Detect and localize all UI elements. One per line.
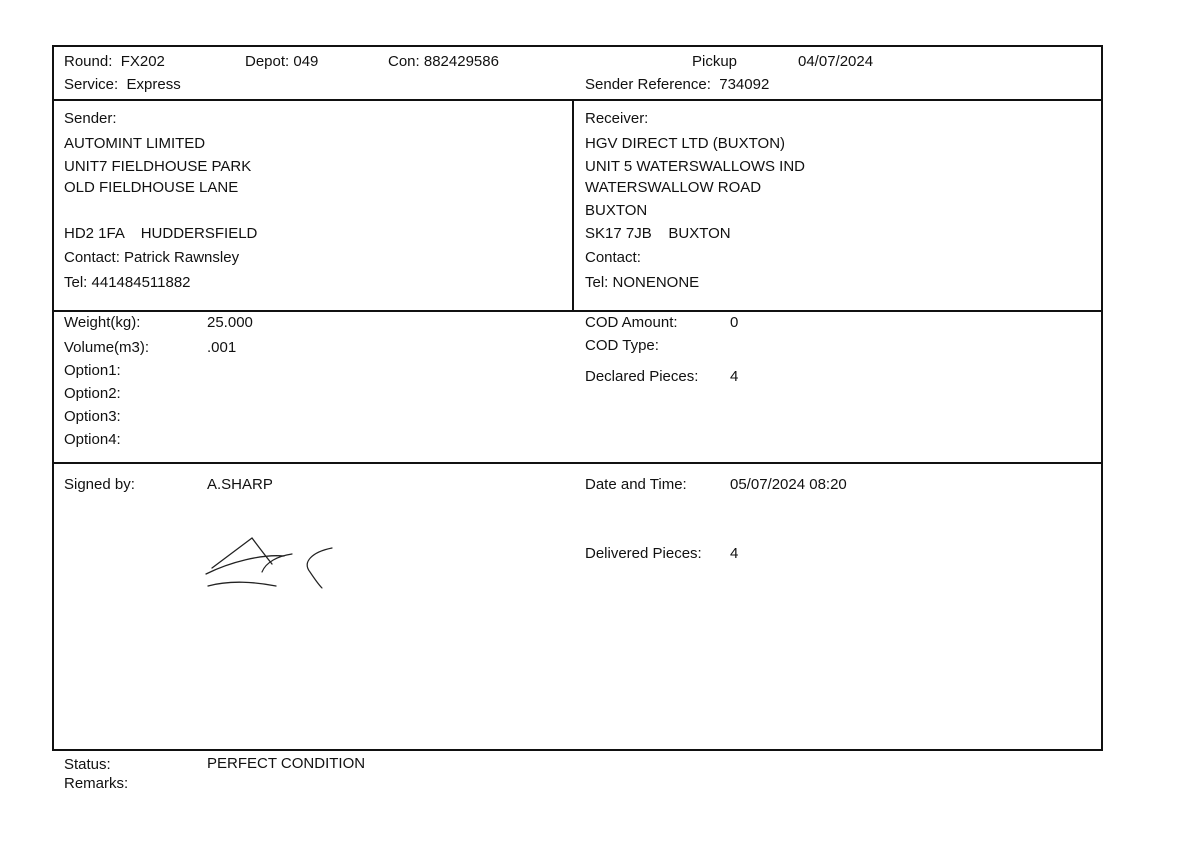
receiver-address-line: HGV DIRECT LTD (BUXTON)	[585, 135, 786, 152]
volume-label: Volume(m3):	[64, 339, 150, 356]
cod-type-label: COD Type:	[585, 337, 659, 354]
status-value: PERFECT CONDITION	[207, 755, 366, 772]
signature-image	[200, 532, 340, 592]
sender-address-line: AUTOMINT LIMITED	[64, 135, 206, 152]
service-text: Service: Express	[64, 76, 181, 93]
receiver-address-line: BUXTON	[585, 202, 648, 219]
sender-contact: Contact: Patrick Rawnsley	[64, 249, 240, 266]
date-time-value: 05/07/2024 08:20	[730, 476, 847, 493]
receiver-address-line: WATERSWALLOW ROAD	[585, 179, 762, 196]
option3-label: Option3:	[64, 408, 121, 425]
status-label: Status:	[64, 756, 111, 773]
sender-tel: Tel: 441484511882	[64, 274, 191, 291]
sender-heading: Sender:	[64, 110, 117, 127]
delivered-pieces-label: Delivered Pieces:	[585, 545, 702, 562]
cod-amount-label: COD Amount:	[585, 314, 678, 331]
declared-pieces-value: 4	[730, 368, 739, 385]
declared-pieces-label: Declared Pieces:	[585, 368, 699, 385]
option1-label: Option1:	[64, 362, 121, 379]
sender-reference: Sender Reference: 734092	[585, 76, 770, 93]
pod-form-frame	[52, 45, 1103, 751]
sender-postcode-city: HD2 1FA HUDDERSFIELD	[64, 225, 258, 242]
option2-label: Option2:	[64, 385, 121, 402]
divider-details	[54, 462, 1101, 464]
date-time-label: Date and Time:	[585, 476, 687, 493]
option4-label: Option4:	[64, 431, 121, 448]
depot-text: Depot: 049	[245, 53, 319, 70]
receiver-heading: Receiver:	[585, 110, 649, 127]
sender-address-line: OLD FIELDHOUSE LANE	[64, 179, 239, 196]
receiver-postcode-city: SK17 7JB BUXTON	[585, 225, 731, 242]
pickup-date: 04/07/2024	[798, 53, 874, 70]
weight-value: 25.000	[207, 314, 253, 331]
delivered-pieces-value: 4	[730, 545, 739, 562]
volume-value: .001	[207, 339, 237, 356]
remarks-label: Remarks:	[64, 775, 129, 792]
signed-by-value: A.SHARP	[207, 476, 273, 493]
signed-by-label: Signed by:	[64, 476, 135, 493]
receiver-contact: Contact:	[585, 249, 641, 266]
round-text: Round: FX202	[64, 53, 165, 70]
divider-header	[54, 99, 1101, 101]
sender-address-line: UNIT7 FIELDHOUSE PARK	[64, 158, 252, 175]
receiver-address-line: UNIT 5 WATERSWALLOWS IND	[585, 158, 806, 175]
con-number: Con: 882429586	[388, 53, 499, 70]
weight-label: Weight(kg):	[64, 314, 141, 331]
divider-addresses	[54, 310, 1101, 312]
cod-amount-value: 0	[730, 314, 739, 331]
receiver-tel: Tel: NONENONE	[585, 274, 700, 291]
pickup-label: Pickup	[692, 53, 738, 70]
divider-sender-receiver	[572, 99, 574, 310]
